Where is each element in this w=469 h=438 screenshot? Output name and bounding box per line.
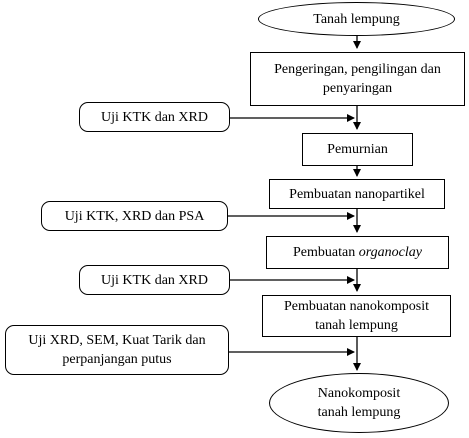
step-nanocomposite-label: Pembuatan nanokomposit tanah lempung <box>283 299 430 333</box>
start-node <box>258 2 455 36</box>
step-organoclay <box>266 236 449 269</box>
test-box-2-label: Uji KTK, XRD dan PSA <box>64 208 205 224</box>
step-purification-label: Pemurnian <box>327 142 388 157</box>
test-box-1 <box>79 102 230 132</box>
end-node <box>269 373 449 433</box>
start-label: Tanah lempung <box>313 11 400 27</box>
test-box-3 <box>79 265 230 295</box>
test-box-1-label: Uji KTK dan XRD <box>101 109 208 125</box>
end-label: Nanokomposit tanah lempung <box>317 386 401 420</box>
step-nanoparticle <box>269 179 445 209</box>
step-drying <box>250 52 465 106</box>
test-box-4 <box>5 325 229 375</box>
test-box-3-label: Uji KTK dan XRD <box>101 272 208 288</box>
step-nanocomposite <box>262 295 451 337</box>
step-nanoparticle-label: Pembuatan nanopartikel <box>289 186 425 202</box>
test-box-4-label: Uji XRD, SEM, Kuat Tarik dan perpanjangan putus <box>28 333 206 367</box>
step-purification <box>302 133 413 166</box>
step-organoclay-label <box>293 243 422 262</box>
step-organoclay-italic: organoclay <box>358 245 422 260</box>
step-drying-label: Pengeringan, pengilingan dan penyaringan <box>274 62 441 96</box>
step-organoclay-prefix: Pembuatan <box>293 245 359 260</box>
test-box-2 <box>41 201 228 231</box>
